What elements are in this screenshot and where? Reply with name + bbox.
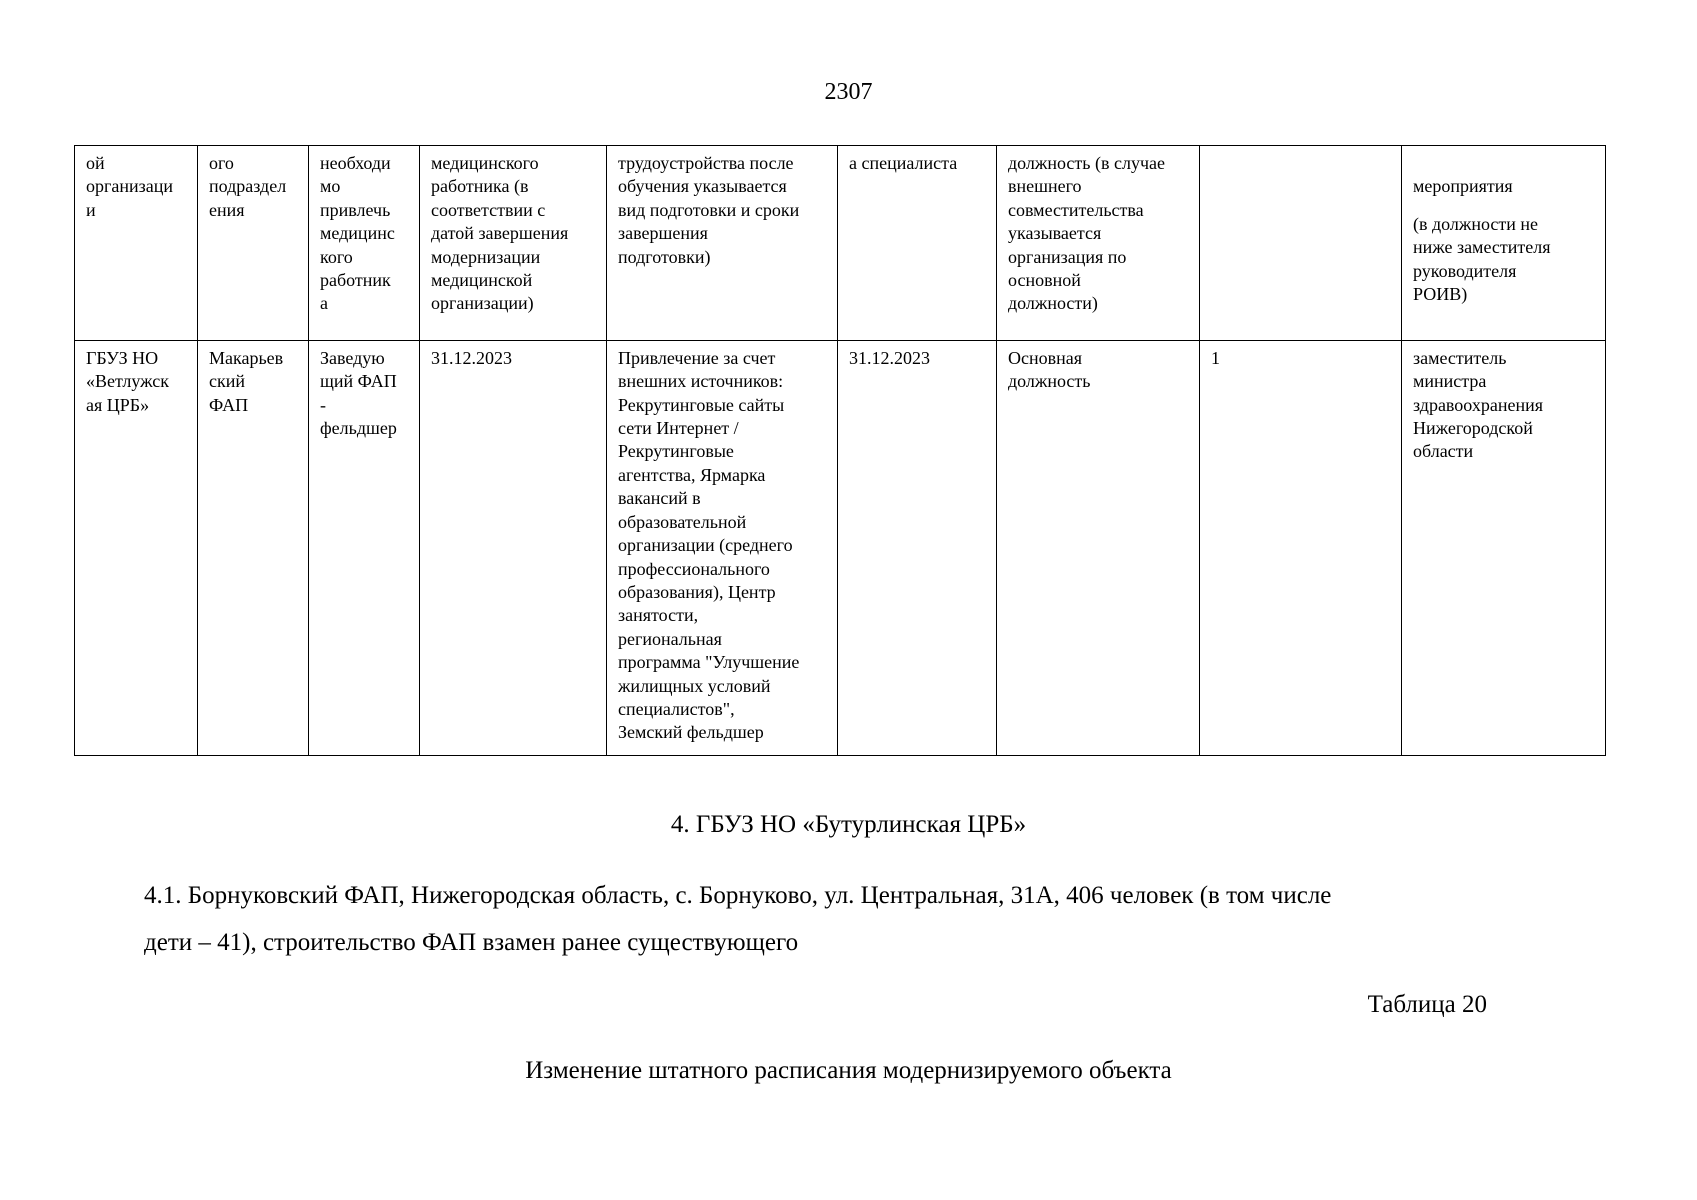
header-cell-specialist-date: а специалиста xyxy=(838,146,997,341)
section-heading: 4. ГБУЗ НО «Бутурлинская ЦРБ» xyxy=(670,811,1027,838)
header-cell-responsible-text: мероприятия xyxy=(1413,176,1513,197)
facility-description-line-1: 4.1. Борнуковский ФАП, Нижегородская область, с. Борнуково, ул. Центральная, 31А, 406 человек (в том числе xyxy=(144,882,1332,909)
table-title: Изменение штатного расписания модернизируемого объекта xyxy=(525,1057,1172,1084)
header-cell-responsible-note: (в должности не ниже заместителя руководителя РОИВ) xyxy=(1413,213,1551,305)
header-cell-responsible xyxy=(1402,146,1606,341)
facility-description-line-2: дети – 41), строительство ФАП взамен ранее существующего xyxy=(144,929,799,956)
header-cell-position: необходи мо привлечь медицинс кого работник а xyxy=(309,146,420,341)
facility-description xyxy=(144,872,1564,966)
table-caption: Таблица 20 xyxy=(1367,991,1487,1018)
cell-specialist-date: 31.12.2023 xyxy=(838,340,997,755)
cell-count: 1 xyxy=(1200,340,1402,755)
cell-organization: ГБУЗ НО «Ветлужск ая ЦРБ» xyxy=(75,340,198,755)
table-row xyxy=(75,340,1606,755)
header-cell-subdivision: ого подраздел ения xyxy=(198,146,309,341)
table-header-row xyxy=(75,146,1606,341)
header-cell-date: медицинского работника (в соответствии с датой завершения модернизации медицинской организации) xyxy=(420,146,607,341)
header-cell-organization: ой организаци и xyxy=(75,146,198,341)
cell-subdivision: Макарьев ский ФАП xyxy=(198,340,309,755)
header-cell-employment-type: должность (в случае внешнего совместительства указывается организация по основной должности) xyxy=(997,146,1200,341)
header-cell-recruitment-method: трудоустройства после обучения указывается вид подготовки и сроки завершения подготовки) xyxy=(607,146,838,341)
cell-position: Заведую щий ФАП - фельдшер xyxy=(309,340,420,755)
cell-date: 31.12.2023 xyxy=(420,340,607,755)
cell-recruitment-method: Привлечение за счет внешних источников: Рекрутинговые сайты сети Интернет / Рекрутинговые агентства, Ярмарка вакансий в образовательной организации (среднего профессионального образования), Центр занятости, региональная программа "Улучшение жилищных условий специалистов", Земский фельдшер xyxy=(607,340,838,755)
page-number: 2307 xyxy=(824,79,873,105)
cell-responsible: заместитель министра здравоохранения Нижегородской области xyxy=(1402,340,1606,755)
cell-employment-type: Основная должность xyxy=(997,340,1200,755)
header-cell-count xyxy=(1200,146,1402,341)
staffing-table xyxy=(74,145,1606,756)
